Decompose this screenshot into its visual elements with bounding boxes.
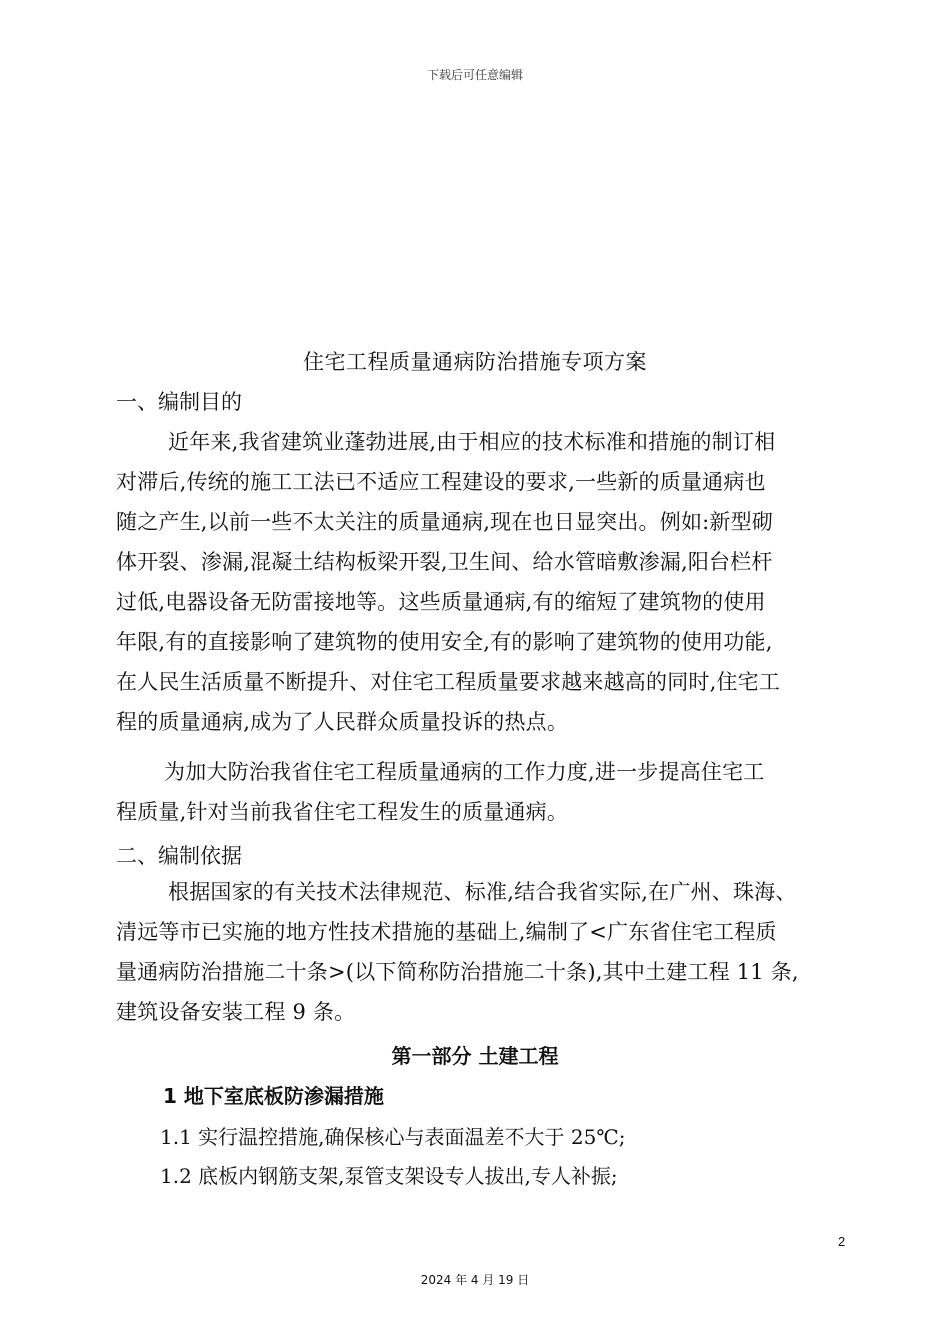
paragraph-line: 清远等市已实施的地方性技术措施的基础上,编制了<广东省住宅工程质 (116, 920, 777, 944)
paragraph-line: 建筑设备安装工程 9 条。 (116, 1000, 356, 1024)
document-title: 住宅工程质量通病防治措施专项方案 (303, 350, 647, 374)
paragraph-line: 近年来,我省建筑业蓬勃进展,由于相应的技术标准和措施的制订相 (168, 430, 776, 454)
section-heading-purpose: 一、编制目的 (116, 390, 242, 414)
paragraph-purpose-1 (116, 422, 856, 742)
section-heading-basis: 二、编制依据 (116, 844, 242, 868)
paragraph-line: 过低,电器设备无防雷接地等。这些质量通病,有的缩短了建筑物的使用 (116, 590, 766, 614)
paragraph-line: 在人民生活质量不断提升、对住宅工程质量要求越来越高的同时,住宅工 (116, 670, 781, 694)
paragraph-line: 根据国家的有关技术法律规范、标准,结合我省实际,在广州、珠海、 (168, 880, 797, 904)
page-number: 2 (838, 1234, 846, 1249)
paragraph-basis (116, 872, 856, 1032)
paragraph-line: 程的质量通病,成为了人民群众质量投诉的热点。 (116, 710, 569, 734)
paragraph-purpose-2 (116, 752, 856, 832)
list-item: 1.2 底板内钢筋支架,泵管支架设专人拔出,专人补振; (160, 1164, 618, 1188)
paragraph-line: 体开裂、渗漏,混凝土结构板梁开裂,卫生间、给水管暗敷渗漏,阳台栏杆 (116, 550, 773, 574)
paragraph-line: 年限,有的直接影响了建筑物的使用安全,有的影响了建筑物的使用功能, (116, 630, 773, 654)
subsection-title: 1 地下室底板防渗漏措施 (163, 1084, 384, 1108)
paragraph-line: 量通病防治措施二十条>(以下简称防治措施二十条),其中土建工程 11 条, (116, 960, 799, 984)
footer-date: 2024 年 4 月 19 日 (420, 1273, 530, 1287)
paragraph-line: 为加大防治我省住宅工程质量通病的工作力度,进一步提高住宅工 (164, 760, 765, 784)
paragraph-line: 对滞后,传统的施工工法已不适应工程建设的要求,一些新的质量通病也 (116, 470, 766, 494)
paragraph-line: 程质量,针对当前我省住宅工程发生的质量通病。 (116, 800, 569, 824)
part-title: 第一部分 土建工程 (391, 1044, 559, 1068)
paragraph-line: 随之产生,以前一些不太关注的质量通病,现在也日显突出。例如:新型砌 (116, 510, 774, 534)
list-item: 1.1 实行温控措施,确保核心与表面温差不大于 25℃; (160, 1125, 626, 1149)
header-note: 下载后可任意编辑 (426, 68, 523, 82)
